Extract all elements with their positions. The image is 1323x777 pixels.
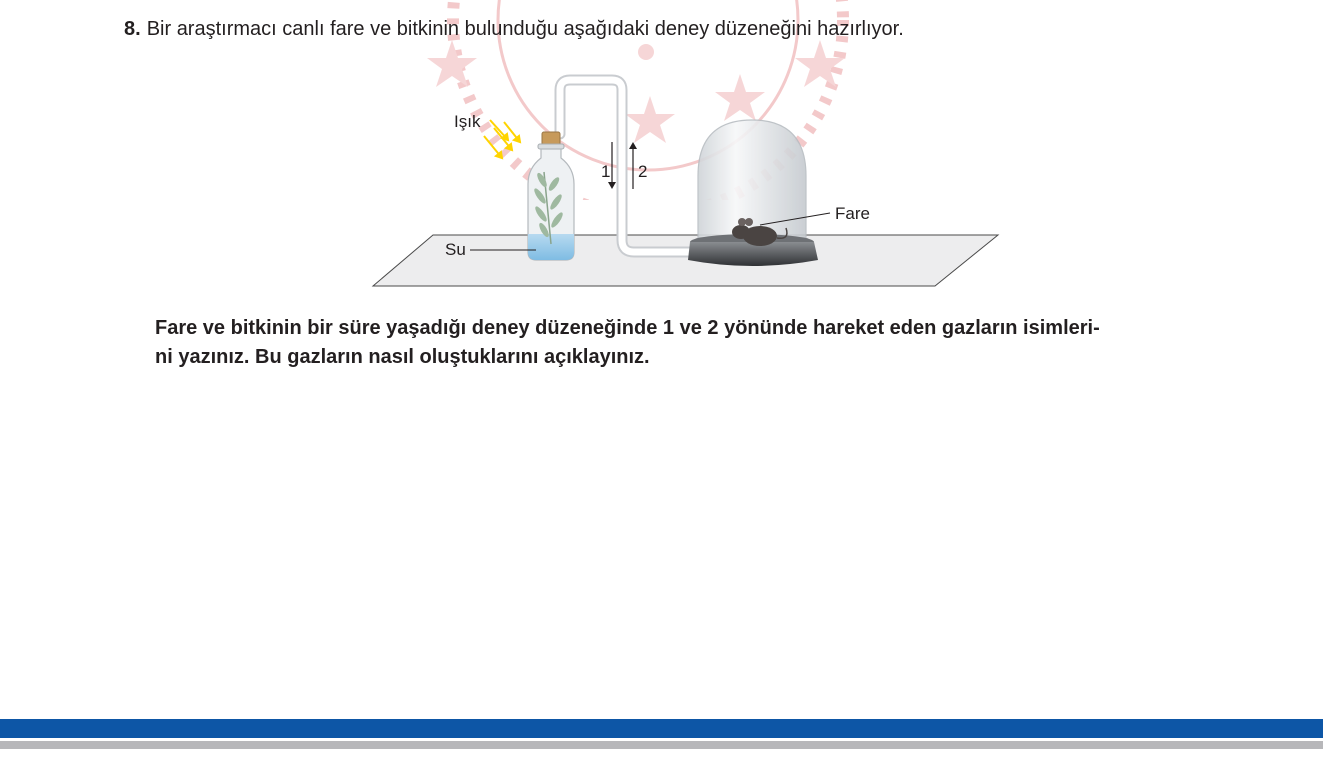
mouse-label: Fare <box>835 204 870 223</box>
question-line <box>124 18 904 41</box>
question-intro: Bir araştırmacı canlı fare ve bitkinin bulunduğu aşağıdaki deney düzeneğini hazırlıyor. <box>146 18 904 40</box>
footer-gray-bar <box>0 741 1323 749</box>
light-label: Işık <box>454 112 481 131</box>
arrow-1-label: 1 <box>601 162 611 181</box>
arrow-2-label: 2 <box>638 162 648 181</box>
plant-bottle <box>528 132 574 260</box>
table-surface <box>373 235 998 286</box>
light-rays-icon <box>484 120 520 158</box>
footer-blue-bar <box>0 719 1323 738</box>
water-label: Su <box>445 240 466 259</box>
prompt-line-1: Fare ve bitkinin bir süre yaşadığı deney düzeneğinde 1 ve 2 yönünde hareket eden gazların isimleri- <box>155 317 1100 339</box>
experiment-diagram <box>360 72 1010 292</box>
prompt-line-2: ni yazınız. Bu gazların nasıl oluştuklarını açıklayınız. <box>155 346 650 368</box>
question-prompt <box>155 314 1215 372</box>
question-number: 8. <box>124 18 141 40</box>
arrow-2-up <box>629 142 637 189</box>
connecting-tube <box>560 80 700 252</box>
